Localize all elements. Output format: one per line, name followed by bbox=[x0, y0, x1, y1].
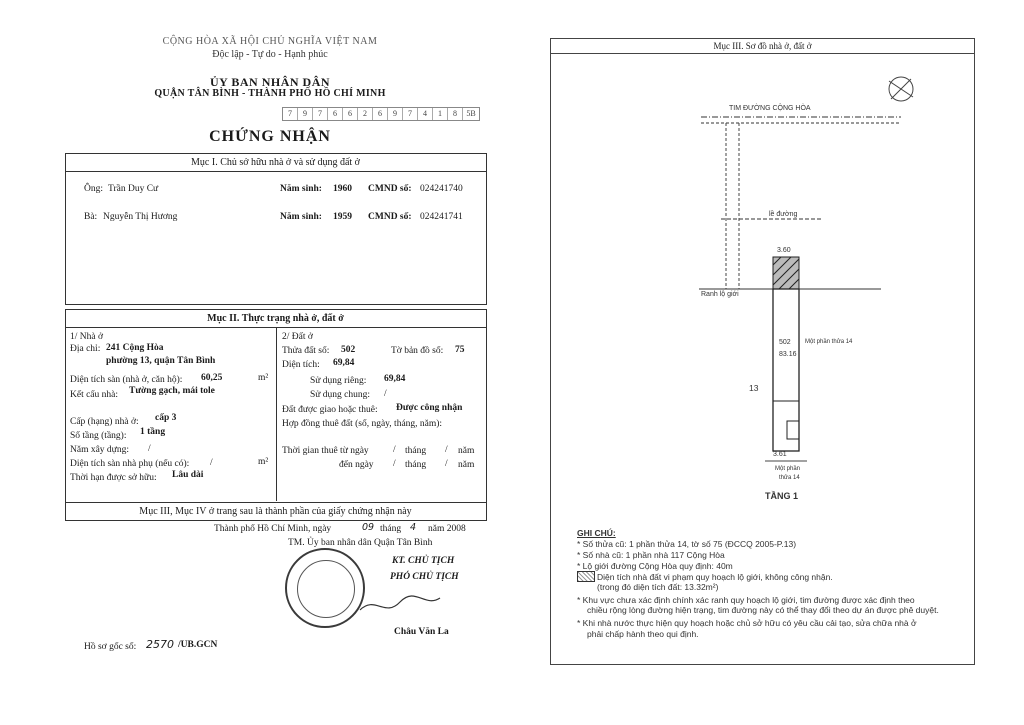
note-line: * Lộ giới đường Cộng Hòa quy định: 40m bbox=[577, 561, 733, 571]
neighbor-left: 13 bbox=[749, 383, 759, 393]
map-label: Tờ bản đồ số: bbox=[391, 346, 444, 356]
note-line: (trong đó diện tích đất: 13.32m²) bbox=[597, 582, 719, 592]
grade: cấp 3 bbox=[155, 413, 177, 423]
neighbor-bottom-line1: Một phần bbox=[775, 466, 801, 472]
serial-digit: 5B bbox=[466, 109, 476, 118]
city-date-prefix: Thành phố Hồ Chí Minh, ngày bbox=[214, 524, 332, 534]
sign-month-label: tháng bbox=[380, 524, 402, 534]
note-line: * Số thửa cũ: 1 phần thửa 14, tờ số 75 (ĐCCQ 2005-P.13) bbox=[577, 539, 797, 549]
note-line: phải chấp hành theo qui định. bbox=[587, 629, 699, 639]
allocated-label: Đất được giao hoặc thuê: bbox=[282, 405, 378, 415]
certificate-title: CHỨNG NHẬN bbox=[209, 128, 331, 145]
structure: Tường gạch, mái tole bbox=[129, 386, 215, 396]
owner2-label: Bà: bbox=[84, 212, 98, 222]
floor-label: TẦNG 1 bbox=[765, 491, 799, 501]
neighbor-bottom-line2: thửa 14 bbox=[779, 475, 800, 481]
aux-area: / bbox=[210, 458, 213, 468]
notes-title: GHI CHÚ: bbox=[577, 528, 616, 538]
floors-label: Số tầng (tầng): bbox=[70, 431, 127, 441]
sign-day: 09 bbox=[362, 522, 375, 533]
serial-number bbox=[282, 107, 480, 121]
serial-digit: 9 bbox=[298, 108, 313, 120]
owner2-birth-label: Năm sinh: bbox=[280, 212, 322, 222]
dim-3-61: 3.61 bbox=[773, 451, 787, 458]
sign-month: 4 bbox=[410, 522, 417, 533]
note-line: * Khi nhà nước thực hiện quy hoạch hoặc chủ sở hữu có yêu cầu cải tạo, sửa chữa nhà ở bbox=[577, 618, 917, 628]
built-label: Năm xây dựng: bbox=[70, 445, 129, 455]
house-heading: 1/ Nhà ở bbox=[70, 332, 103, 342]
contract-label: Hợp đồng thuê đất (số, ngày, tháng, năm): bbox=[282, 419, 443, 429]
note-line: chiều rộng lòng đường hiện trạng, tim đường này có thể thay đổi theo dự án được phê duyệt. bbox=[587, 605, 939, 615]
rent-to-month: / bbox=[445, 459, 448, 469]
note-line: * Số nhà cũ: 1 phần nhà 117 Cộng Hòa bbox=[577, 550, 725, 560]
owner2-name: Nguyễn Thị Hương bbox=[103, 212, 178, 222]
note-line: * Khu vực chưa xác định chính xác ranh quy hoạch lộ giới, tim đường được xác định theo bbox=[577, 595, 915, 605]
land-heading: 2/ Đất ở bbox=[282, 332, 313, 342]
serial-digit: 1 bbox=[433, 108, 448, 120]
owner1-label: Ông: bbox=[84, 184, 103, 194]
serial-digit: 7 bbox=[403, 108, 418, 120]
boundary-label: Ranh lộ giới bbox=[701, 291, 739, 298]
national-motto: Độc lập - Tự do - Hạnh phúc bbox=[212, 49, 328, 60]
north-arrow-icon bbox=[889, 77, 913, 101]
area-label: Diện tích: bbox=[282, 360, 320, 370]
kt-chairman: KT. CHỦ TỊCH bbox=[392, 556, 455, 566]
built: / bbox=[148, 444, 151, 454]
rent-to-year-label: năm bbox=[458, 460, 475, 470]
note-line: Diện tích nhà đất vi phạm quy hoạch lộ giới, không công nhận. bbox=[597, 572, 833, 582]
rent-from-year-label: năm bbox=[458, 446, 475, 456]
serial-digit: 7 bbox=[283, 108, 298, 120]
street-edge-label: lề đường bbox=[769, 211, 798, 218]
section-1-box bbox=[65, 153, 487, 305]
term: Lâu dài bbox=[172, 470, 204, 480]
shared-label: Sử dụng chung: bbox=[310, 390, 371, 400]
owner2-id-label: CMND số: bbox=[368, 212, 412, 222]
rent-from-day: / bbox=[393, 445, 396, 455]
certificate-diagram-page bbox=[550, 38, 975, 665]
private-label: Sử dụng riêng: bbox=[310, 376, 367, 386]
structure-label: Kết cấu nhà: bbox=[70, 390, 119, 400]
neighbor-right: Một phần thửa 14 bbox=[805, 339, 853, 345]
allocated: Được công nhận bbox=[396, 403, 463, 413]
record-number: 2570 bbox=[146, 638, 174, 651]
grade-label: Cấp (hạng) nhà ở: bbox=[70, 417, 139, 427]
signature-icon bbox=[355, 590, 445, 620]
plot-label: Thửa đất số: bbox=[282, 346, 330, 356]
rent-from-label: Thời gian thuê từ ngày bbox=[282, 446, 369, 456]
serial-digit: 4 bbox=[418, 108, 433, 120]
signer-name: Châu Văn La bbox=[394, 627, 449, 637]
serial-digit: 6 bbox=[328, 108, 343, 120]
serial-digit: 6 bbox=[343, 108, 358, 120]
serial-digit: 8 bbox=[448, 108, 463, 120]
plot-number: 502 bbox=[341, 345, 356, 355]
owner2-birth: 1959 bbox=[333, 212, 352, 222]
rent-from-month: / bbox=[445, 445, 448, 455]
issuer-title: ỦY BAN NHÂN DÂN bbox=[209, 75, 331, 89]
serial-digit: 9 bbox=[388, 108, 403, 120]
issuer-district: QUẬN TÂN BÌNH - THÀNH PHỐ HỒ CHÍ MINH bbox=[154, 88, 386, 99]
owner1-id: 024241740 bbox=[420, 184, 463, 194]
rent-to-month-label: tháng bbox=[405, 460, 427, 470]
owner2-id: 024241741 bbox=[420, 212, 463, 222]
private-area: 69,84 bbox=[384, 374, 406, 384]
map-number: 75 bbox=[455, 345, 465, 355]
floor-area: 60,25 bbox=[201, 373, 223, 383]
rent-to-day: / bbox=[393, 459, 396, 469]
address-line1: 241 Cộng Hòa bbox=[106, 343, 164, 353]
sign-year: năm 2008 bbox=[428, 524, 466, 534]
hatch-legend-icon bbox=[577, 571, 595, 582]
street-label: TIM ĐƯỜNG CỘNG HÒA bbox=[729, 105, 811, 112]
serial-digit: 7 bbox=[313, 108, 328, 120]
floor-area-unit: m² bbox=[258, 373, 269, 383]
serial-digit: 2 bbox=[358, 108, 373, 120]
footer-note: Mục III, Mục IV ở trang sau là thành phần của giấy chứng nhận này bbox=[139, 506, 412, 517]
owner1-id-label: CMND số: bbox=[368, 184, 412, 194]
owner1-name: Trần Duy Cư bbox=[108, 184, 159, 194]
address-label: Địa chỉ: bbox=[70, 344, 101, 354]
vice-chairman: PHÓ CHỦ TỊCH bbox=[390, 572, 459, 582]
record-suffix: /UB.GCN bbox=[178, 640, 218, 650]
section-1-title: Mục I. Chủ sở hữu nhà ở và sử dụng đất ở bbox=[191, 157, 360, 168]
floor-area-label: Diện tích sàn (nhà ở, căn hộ): bbox=[70, 375, 183, 385]
plot-number-label: 502 bbox=[779, 339, 791, 346]
shared-area: / bbox=[384, 389, 387, 399]
serial-digit: 6 bbox=[373, 108, 388, 120]
national-title: CỘNG HÒA XÃ HỘI CHỦ NGHĨA VIỆT NAM bbox=[162, 36, 378, 47]
plot-area-label: 83.16 bbox=[779, 351, 797, 358]
area: 69,84 bbox=[333, 358, 355, 368]
owner1-birth-label: Năm sinh: bbox=[280, 184, 322, 194]
record-label: Hồ sơ gốc số: bbox=[84, 642, 137, 652]
aux-area-label: Diện tích sàn nhà phụ (nếu có): bbox=[70, 459, 190, 469]
section-3-title: Mục III. Sơ đồ nhà ở, đất ở bbox=[713, 41, 812, 51]
section-2-title: Mục II. Thực trạng nhà ở, đất ở bbox=[207, 313, 344, 324]
tm-line: TM. Ủy ban nhân dân Quận Tân Bình bbox=[288, 538, 433, 548]
floors: 1 tầng bbox=[140, 427, 166, 437]
rent-to-label: đến ngày bbox=[339, 460, 374, 470]
owner1-birth: 1960 bbox=[333, 184, 352, 194]
aux-area-unit: m² bbox=[258, 457, 269, 467]
address-line2: phường 13, quận Tân Bình bbox=[106, 356, 216, 366]
term-label: Thời hạn được sở hữu: bbox=[70, 473, 157, 483]
dim-3-60: 3.60 bbox=[777, 247, 791, 254]
rent-from-month-label: tháng bbox=[405, 446, 427, 456]
official-seal-icon bbox=[285, 548, 365, 628]
